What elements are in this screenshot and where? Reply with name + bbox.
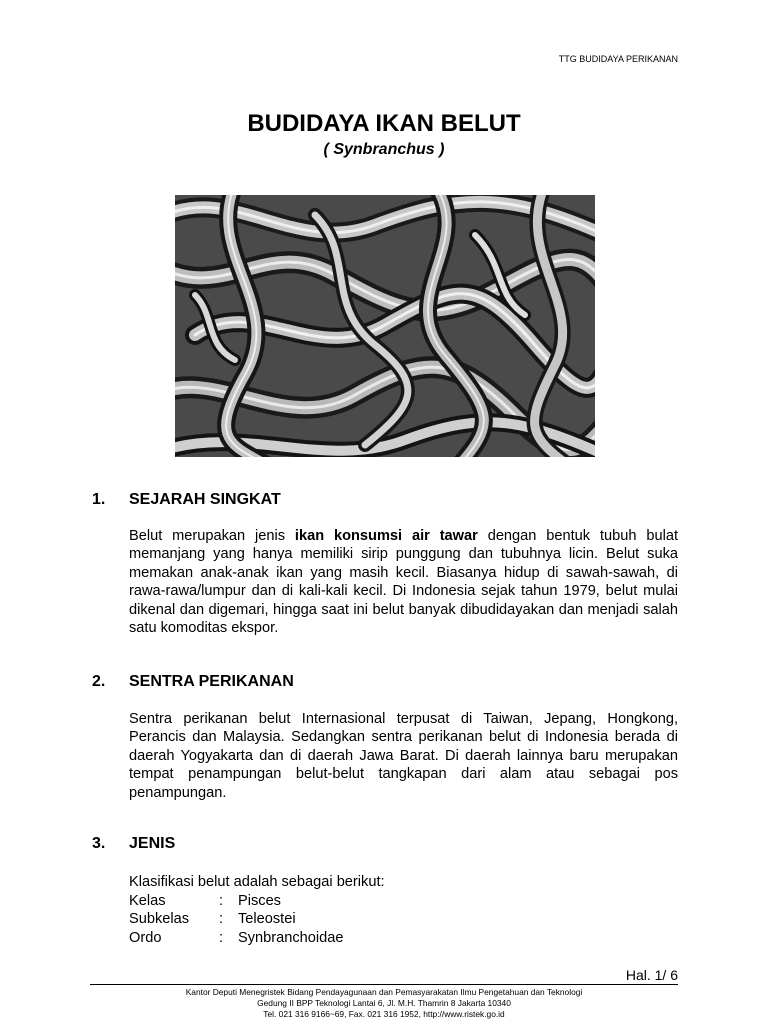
section-3-title: JENIS [129, 835, 176, 852]
section-2-number: 2. [92, 673, 106, 690]
footer-divider [90, 984, 678, 985]
classification-colon: : [219, 893, 224, 909]
section-1-number: 1. [92, 491, 106, 508]
section-2-paragraph: Sentra perikanan belut Internasional terpusat di Taiwan, Jepang, Hongkong, Perancis dan Malaysia. Sedangkan sentra perikanan belut di Indonesia berada di daerah Yogyakarta dan di daerah Jawa Barat. Di daerah lainnya baru merupakan tempat penampungan belut-belut tangkapan dari alam atau sebagai pos penampungan. [129, 711, 678, 801]
footer [0, 987, 768, 1020]
section-1-heading [92, 491, 281, 509]
header-label: TTG BUDIDAYA PERIKANAN [558, 54, 678, 64]
classification-colon: : [219, 911, 224, 928]
eel-photo [175, 195, 595, 457]
classification-value: Synbranchoidae [238, 929, 344, 946]
classification-key: Ordo [129, 929, 162, 946]
section-1-paragraph [129, 527, 678, 637]
classification-key: Kelas [129, 893, 166, 909]
section-3-heading [92, 835, 175, 853]
document-subtitle: ( Synbranchus ) [323, 141, 445, 158]
section-1-text-start: Belut merupakan jenis [129, 528, 295, 544]
classification-value: Teleostei [238, 911, 296, 928]
classification-colon: : [219, 929, 224, 946]
section-3-number: 3. [92, 835, 106, 852]
classification-row [129, 910, 343, 928]
section-2-heading [92, 673, 294, 691]
section-2-title: SENTRA PERIKANAN [129, 673, 294, 690]
section-1-title: SEJARAH SINGKAT [129, 491, 281, 508]
footer-line-1: Kantor Deputi Menegristek Bidang Pendayagunaan dan Pemasyarakatan Ilmu Pengetahuan dan Teknologi [185, 987, 583, 997]
footer-line-3: Tel. 021 316 9166~69, Fax. 021 316 1952, http://www.ristek.go.id [263, 1009, 505, 1019]
classification-row [129, 892, 343, 910]
classification-key: Subkelas [129, 911, 190, 928]
classification-intro: Klasifikasi belut adalah sebagai berikut: [129, 874, 385, 890]
document-title: BUDIDAYA IKAN BELUT [247, 110, 521, 137]
section-1-text-end: dengan bentuk tubuh bulat memanjang yang hanya memiliki sirip punggung dan tubuhnya licin. Belut suka memakan anak-anak ikan yang masih kecil. Biasanya hidup di sawah-sawah, di rawa-rawa/lumpur dan di kali-kali kecil. Di Indonesia sejak tahun 1979, belut mulai dikenal dan digemari, hingga saat ini belut banyak dibudidayakan dan menjadi salah satu komoditas ekspor. [129, 528, 678, 637]
footer-line-2: Gedung II BPP Teknologi Lantai 6, Jl. M.H. Thamrin 8 Jakarta 10340 [257, 998, 511, 1008]
classification-row [129, 929, 343, 947]
section-1-bold-phrase: ikan konsumsi air tawar [294, 528, 478, 544]
page-number: Hal. 1/ 6 [625, 967, 678, 983]
classification-table [129, 892, 343, 947]
classification-value: Pisces [238, 893, 281, 909]
